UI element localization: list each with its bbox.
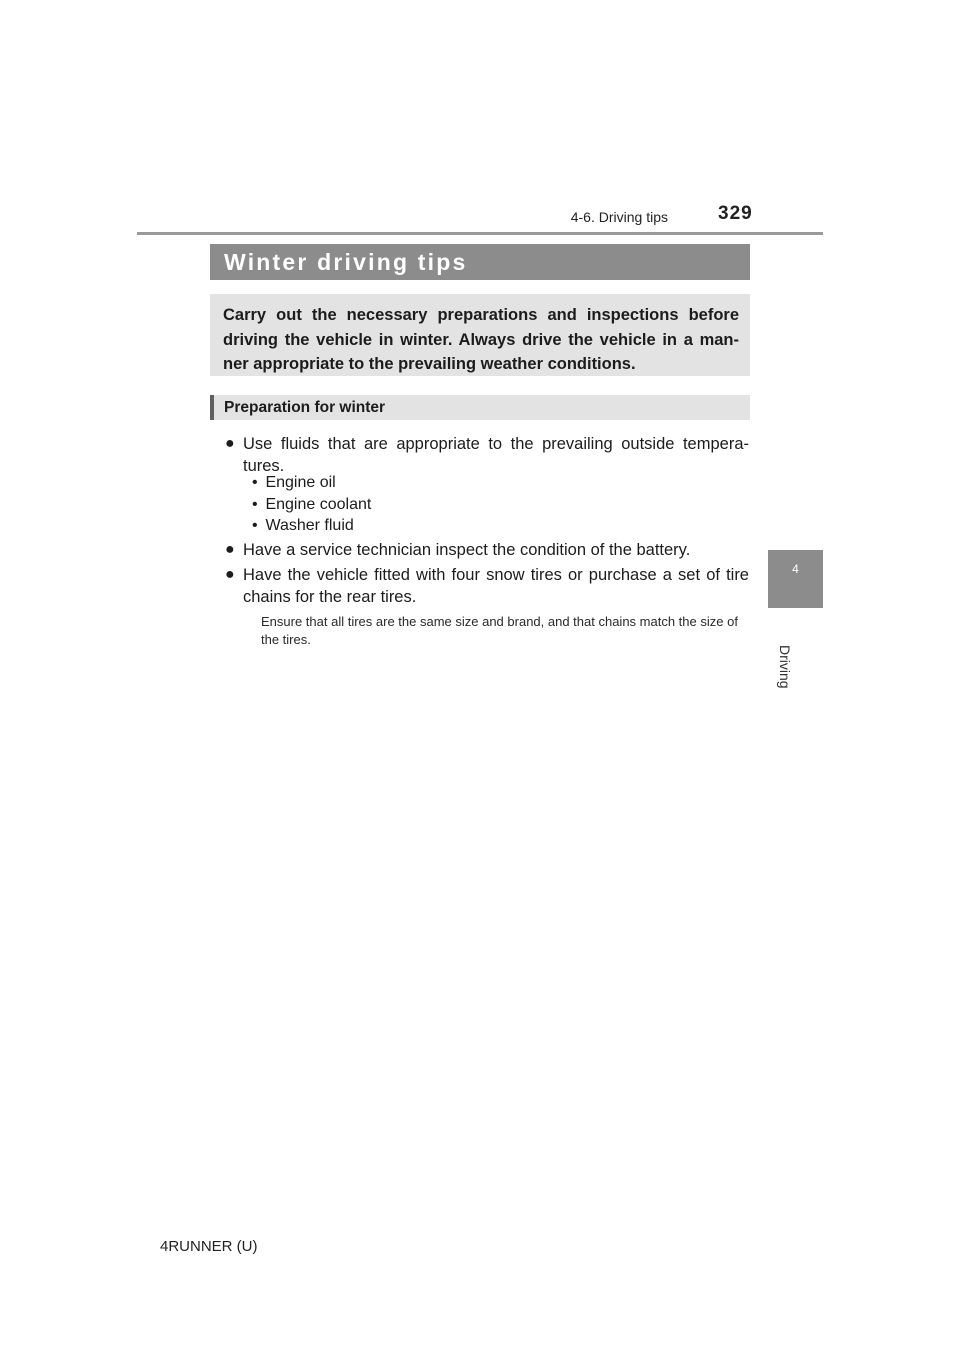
sub-item-engine-oil (252, 472, 336, 494)
title-bar (210, 244, 750, 280)
sub-bullet-icon: • (252, 517, 258, 534)
header-rule (137, 232, 823, 235)
header-section: 4-6. Driving tips (570, 209, 668, 225)
footer-model: 4RUNNER (U) (160, 1238, 258, 1255)
subheading-text: Preparation for winter (224, 399, 386, 416)
bullet-icon: ● (225, 541, 235, 558)
sub-item-text: Engine oil (265, 474, 336, 491)
bullet-text: Use fluids that are appropriate to the prevailing outside tempera-tures. (243, 435, 749, 475)
sub-item-engine-coolant (252, 494, 371, 516)
page-number: 329 (718, 203, 753, 224)
side-tab-number: 4 (792, 562, 799, 576)
intro-text: Carry out the necessary preparations and inspections before driving the vehicle in winter. Always drive the vehicle in a man-ner appropriate to the prevailing weather conditions. (223, 306, 739, 373)
bullet-fluids (225, 433, 749, 477)
subheading-accent (210, 395, 214, 420)
intro-box (210, 294, 750, 376)
bullet-text: Have a service technician inspect the condition of the battery. (243, 541, 691, 559)
page-title: Winter driving tips (224, 249, 468, 275)
side-tab-label: Driving (777, 645, 793, 689)
side-tab (768, 550, 823, 608)
subheading (210, 395, 750, 420)
bullet-snow-tires (225, 564, 749, 608)
sub-item-text: Engine coolant (265, 496, 372, 513)
tire-note: Ensure that all tires are the same size and brand, and that chains match the size of the tires. (261, 614, 738, 647)
sub-item-washer-fluid (252, 515, 354, 537)
bullet-battery (225, 539, 749, 561)
bullet-icon: ● (225, 435, 235, 452)
sub-item-text: Washer fluid (265, 517, 354, 534)
sub-bullet-icon: • (252, 496, 258, 513)
bullet-icon: ● (225, 566, 235, 583)
sub-bullet-icon: • (252, 474, 258, 491)
bullet-text: Have the vehicle fitted with four snow tires or purchase a set of tire chains for the rear tires. (243, 566, 749, 606)
